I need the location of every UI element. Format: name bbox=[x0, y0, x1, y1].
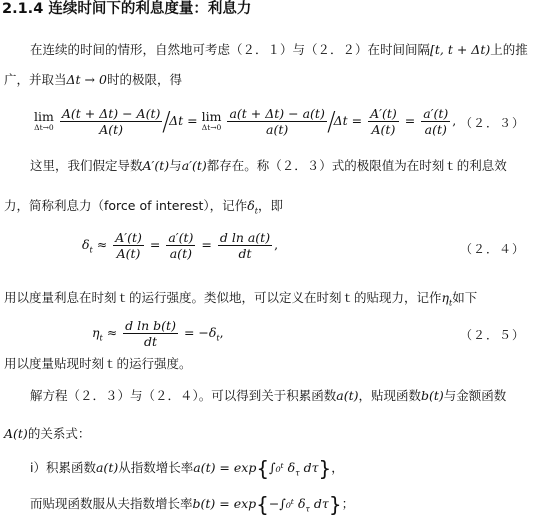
left-brace: { bbox=[256, 492, 269, 517]
equation-2-4 bbox=[82, 228, 278, 268]
equation-number-2-3: （２．３） bbox=[460, 116, 526, 130]
p1-text-c: 广，并取当 bbox=[4, 72, 67, 87]
p5-text-b: ，贴现函数 bbox=[358, 388, 422, 403]
item-ii bbox=[30, 492, 355, 518]
paragraph-2-line-1 bbox=[30, 158, 507, 174]
paragraph-5-line-1 bbox=[30, 388, 506, 404]
fraction-a-difference: $\frac{a(t + \Delta t) - a(t)}{a(t)}$ bbox=[229, 106, 325, 137]
item-i-tail: ， bbox=[331, 460, 344, 475]
limit-expr: Δt → 0 bbox=[66, 72, 107, 87]
p2-text-e: ，即 bbox=[257, 198, 283, 213]
p2-text-b: 与 bbox=[169, 158, 182, 173]
eta-symbol: $\eta_t$ bbox=[441, 290, 453, 308]
fraction-a-derivative: $\frac{a'(t)}{a(t)}$ bbox=[423, 106, 449, 137]
accum-func: a(t) bbox=[336, 388, 359, 403]
fraction-A-difference: $\frac{A(t + \Delta t) - A(t)}{A(t)}$ bbox=[61, 106, 161, 137]
item-i-formula: a(t) = exp bbox=[193, 460, 257, 475]
left-brace: { bbox=[256, 456, 270, 481]
p1-text-d: 时的极限，得 bbox=[106, 72, 182, 87]
delta-t: Δt bbox=[333, 113, 348, 128]
p3-text-a: 用以度量利息在时刻ｔ的运行强度。类似地，可以定义在时刻ｔ的贴现力，记作 bbox=[4, 290, 442, 305]
p2-text-a: 这里，我们假定导数 bbox=[30, 158, 143, 173]
paragraph-2-line-2 bbox=[4, 198, 283, 220]
p5-text-a: 解方程（２．３）与（２．４）。可以得到关于积累函数 bbox=[30, 388, 337, 403]
equation-number-2-4: （２．４） bbox=[460, 242, 526, 256]
fraction-A: $\frac{A'(t)}{A(t)}$ bbox=[115, 230, 142, 261]
item-i-text-b: 从指数增长率 bbox=[118, 460, 194, 475]
equals-sign: = bbox=[404, 113, 416, 128]
a-prime: a′(t) bbox=[181, 158, 207, 173]
fraction-dln-b: $\frac{\text{d ln b(t)}}{dt}$ bbox=[125, 318, 176, 349]
lim-operator-2: lim Δt→0 bbox=[201, 109, 222, 132]
delta-t: Δt bbox=[169, 113, 184, 128]
equals-sign: = bbox=[351, 113, 363, 128]
item-i-integral: ∫₀ᵗ $\delta_\tau$ dτ bbox=[269, 460, 319, 478]
lim-operator-1: lim Δt→0 bbox=[34, 109, 54, 132]
equation-2-3 bbox=[34, 104, 456, 139]
equals-sign: = bbox=[187, 113, 198, 128]
p2-text-c: 都存在。称（２．３）式的极限值为在时刻ｔ的利息效 bbox=[206, 158, 507, 173]
p5-text-d: 的关系式： bbox=[27, 426, 91, 441]
paragraph-1-line-2 bbox=[4, 72, 182, 88]
approx-sign: ≈ bbox=[96, 237, 108, 252]
fraction-a: $\frac{a'(t)}{a(t)}$ bbox=[168, 230, 194, 261]
paragraph-3 bbox=[4, 290, 477, 312]
paragraph-5-line-2 bbox=[4, 426, 90, 442]
paragraph-4: 用以度量贴现时刻ｔ的运行强度。 bbox=[4, 356, 192, 371]
p1-text-a: 在连续的时间的情形，自然地可考虑（２．１）与（２．２）在时间间隔 bbox=[30, 42, 431, 57]
item-i bbox=[30, 456, 344, 482]
p1-text-b: 上的推 bbox=[490, 42, 528, 57]
interval-expr: [t, t + Δt) bbox=[430, 42, 491, 57]
paragraph-1-line-1 bbox=[30, 42, 528, 58]
item-ii-tail: ； bbox=[341, 496, 355, 511]
item-i-text-a: ⅰ）积累函数 bbox=[30, 460, 96, 475]
slash: / bbox=[164, 106, 170, 137]
section-title: 2.1.4 连续时间下的利息度量：利息力 bbox=[2, 1, 252, 17]
neg-delta: = $-\delta_t$ bbox=[183, 325, 220, 343]
comma: , bbox=[219, 325, 224, 340]
p2-text-d: 力，简称利息力（force of interest），记作 bbox=[4, 198, 248, 213]
item-i-accum: a(t) bbox=[95, 460, 119, 475]
fraction-dln-a: $\frac{\text{d ln a(t)}}{dt}$ bbox=[219, 230, 271, 261]
p3-text-b: 如下 bbox=[452, 290, 478, 305]
comma: , bbox=[274, 237, 279, 252]
amount-func: A(t) bbox=[4, 426, 28, 441]
discount-func: b(t) bbox=[421, 388, 444, 403]
slash: / bbox=[328, 106, 334, 137]
p5-text-c: 与金额函数 bbox=[443, 388, 507, 403]
eta-lhs: $\eta_t$ bbox=[92, 325, 103, 343]
comma: , bbox=[452, 113, 457, 128]
item-ii-formula: b(t) = exp bbox=[192, 496, 257, 511]
delta-lhs: $\delta_t$ bbox=[82, 237, 93, 255]
right-brace: } bbox=[328, 492, 342, 517]
fraction-A-derivative: $\frac{A'(t)}{A(t)}$ bbox=[370, 106, 397, 137]
right-brace: } bbox=[318, 456, 332, 481]
item-ii-text-a: 而贴现函数服从夫指数增长率 bbox=[30, 496, 193, 511]
equals-sign: = bbox=[201, 237, 212, 252]
equation-number-2-5: （２．５） bbox=[460, 328, 526, 342]
equals-sign: = bbox=[149, 237, 161, 252]
A-prime: A′(t) bbox=[142, 158, 170, 173]
delta-t-symbol: $\delta_t$ bbox=[247, 198, 258, 216]
item-ii-integral: −∫₀ᵗ $\delta_\tau$ dτ bbox=[268, 496, 329, 514]
approx-sign: ≈ bbox=[106, 325, 118, 340]
equation-2-5 bbox=[92, 316, 224, 356]
